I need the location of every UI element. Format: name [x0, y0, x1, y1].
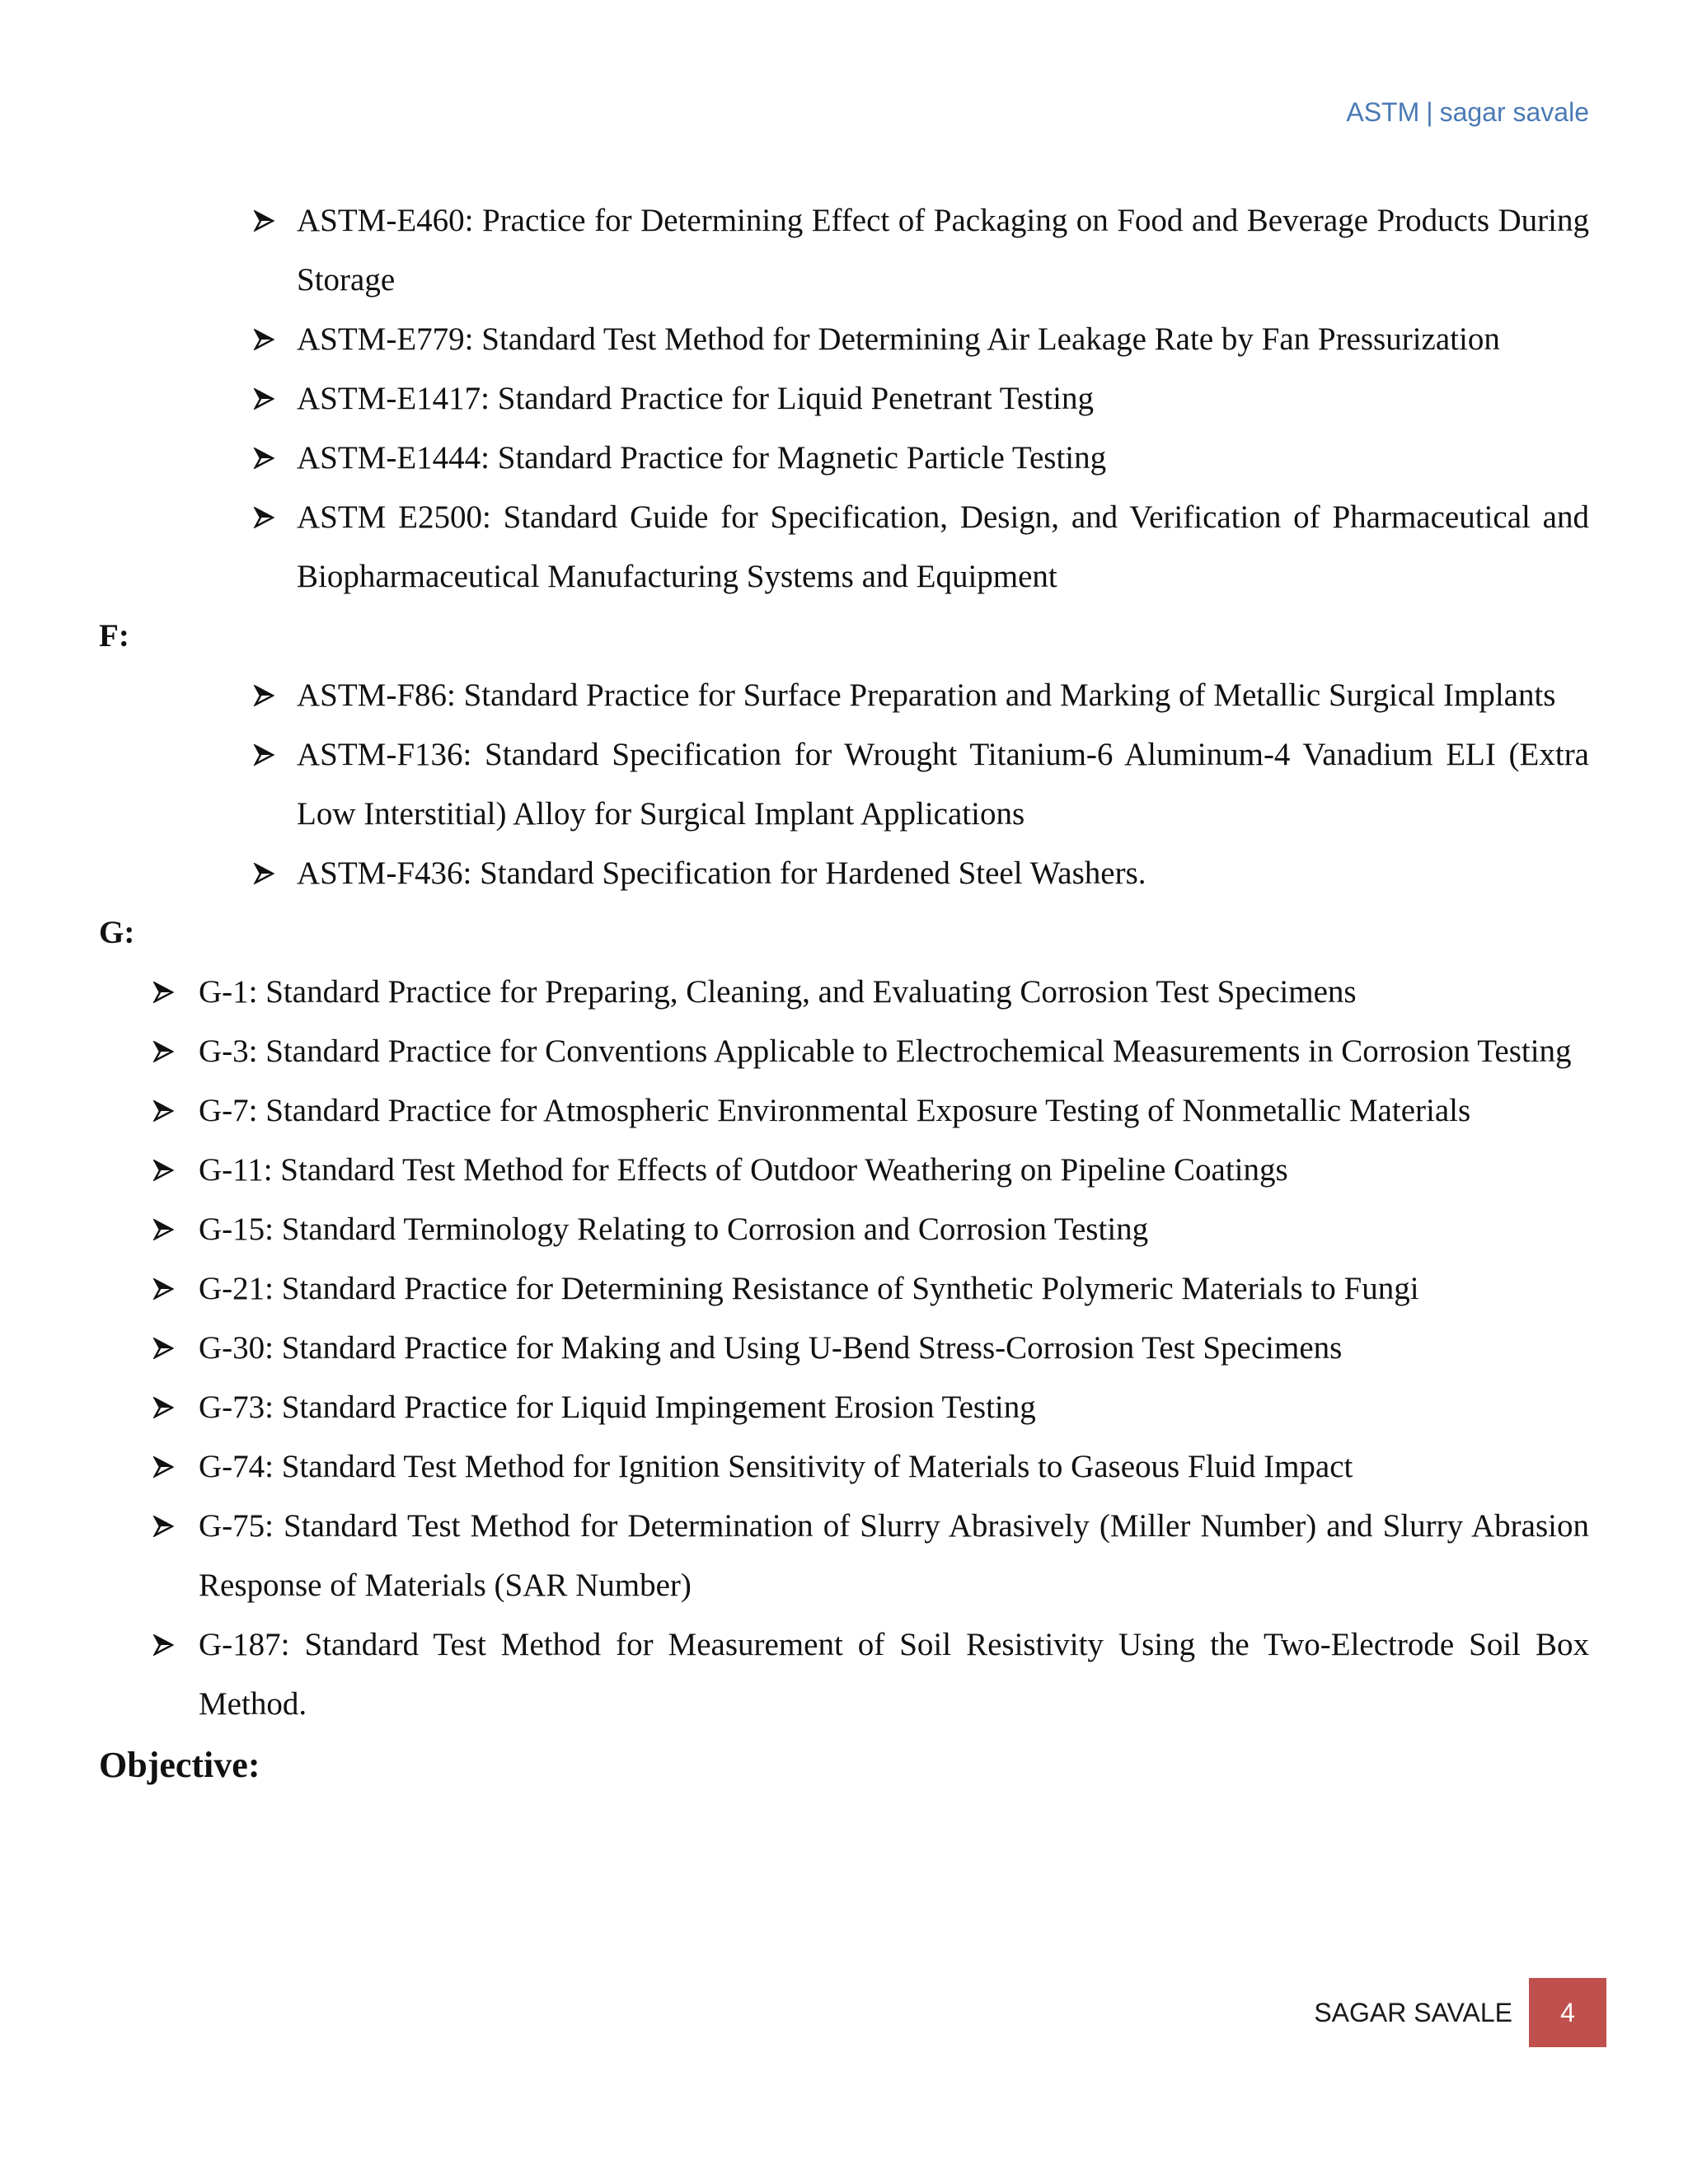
list-item-text: G-74: Standard Test Method for Ignition Sensitivity of Materials to Gaseous Fluid Impact: [199, 1449, 1353, 1484]
list-item-text: ASTM-E1417: Standard Practice for Liquid Penetrant Testing: [297, 381, 1095, 416]
arrowhead-bullet-icon: [151, 1081, 176, 1141]
list-item: [99, 310, 1589, 369]
list-item-text: G-73: Standard Practice for Liquid Impingement Erosion Testing: [199, 1390, 1036, 1425]
arrowhead-bullet-icon: [251, 369, 276, 429]
arrowhead-bullet-icon: [251, 725, 276, 785]
arrowhead-bullet-icon: [251, 191, 276, 251]
page-header: [1346, 97, 1589, 128]
arrowhead-bullet-icon: [151, 1259, 176, 1319]
section-heading-objective: Objective:: [99, 1745, 260, 1785]
list-item: [99, 1497, 1589, 1615]
list-item: [99, 1378, 1589, 1437]
header-separator: |: [1426, 97, 1433, 127]
header-title: ASTM: [1346, 97, 1420, 127]
section-heading-g: G:: [99, 915, 135, 950]
g-standards-list: [99, 963, 1589, 1734]
e-standards-list: [99, 191, 1589, 607]
arrowhead-bullet-icon: [251, 310, 276, 369]
arrowhead-bullet-icon: [251, 844, 276, 903]
arrowhead-bullet-icon: [151, 1200, 176, 1259]
list-item: [99, 1319, 1589, 1378]
list-item: [99, 1200, 1589, 1259]
list-item: [99, 725, 1589, 844]
list-item: [99, 488, 1589, 607]
page-number-badge: 4: [1529, 1978, 1606, 2047]
page-content: [99, 191, 1589, 1795]
f-standards-list: [99, 666, 1589, 903]
arrowhead-bullet-icon: [151, 963, 176, 1022]
list-item: [99, 1259, 1589, 1319]
page-footer: [0, 1978, 1688, 2047]
arrowhead-bullet-icon: [151, 1615, 176, 1675]
list-item-text: G-3: Standard Practice for Conventions Applicable to Electrochemical Measurements in Corrosion Testing: [199, 1033, 1572, 1069]
list-item: [99, 1141, 1589, 1200]
list-item: [99, 844, 1589, 903]
list-item: [99, 1437, 1589, 1497]
list-item: [99, 666, 1589, 725]
arrowhead-bullet-icon: [251, 666, 276, 725]
list-item: [99, 963, 1589, 1022]
list-item-text: ASTM E2500: Standard Guide for Specification, Design, and Verification of Pharmaceutical and Biopharmaceutical Manufacturing Systems and Equipment: [297, 499, 1589, 594]
footer-author: SAGAR SAVALE: [1314, 1998, 1512, 2027]
arrowhead-bullet-icon: [151, 1141, 176, 1200]
section-heading-f: F:: [99, 618, 129, 654]
arrowhead-bullet-icon: [151, 1319, 176, 1378]
list-item: [99, 1081, 1589, 1141]
list-item: [99, 369, 1589, 429]
list-item-text: ASTM-F436: Standard Specification for Hardened Steel Washers.: [297, 855, 1146, 891]
list-item-text: ASTM-F136: Standard Specification for Wrought Titanium-6 Aluminum-4 Vanadium ELI (Extra Low Interstitial) Alloy for Surgical Implant Applications: [297, 737, 1589, 832]
arrowhead-bullet-icon: [151, 1437, 176, 1497]
list-item-text: G-11: Standard Test Method for Effects of Outdoor Weathering on Pipeline Coatings: [199, 1152, 1288, 1188]
list-item-text: G-187: Standard Test Method for Measurement of Soil Resistivity Using the Two-Electrode Soil Box Method.: [199, 1627, 1589, 1722]
list-item-text: G-21: Standard Practice for Determining Resistance of Synthetic Polymeric Materials to Fungi: [199, 1271, 1419, 1306]
arrowhead-bullet-icon: [251, 488, 276, 547]
arrowhead-bullet-icon: [151, 1497, 176, 1556]
list-item-text: ASTM-E1444: Standard Practice for Magnetic Particle Testing: [297, 440, 1107, 476]
list-item-text: G-30: Standard Practice for Making and Using U-Bend Stress-Corrosion Test Specimens: [199, 1330, 1343, 1366]
list-item: [99, 429, 1589, 488]
arrowhead-bullet-icon: [151, 1378, 176, 1437]
list-item-text: ASTM-F86: Standard Practice for Surface Preparation and Marking of Metallic Surgical Implants: [297, 677, 1556, 713]
list-item-text: ASTM-E460: Practice for Determining Effect of Packaging on Food and Beverage Products During Storage: [297, 203, 1589, 298]
header-author: sagar savale: [1439, 97, 1589, 127]
list-item-text: G-7: Standard Practice for Atmospheric Environmental Exposure Testing of Nonmetallic Materials: [199, 1093, 1471, 1128]
list-item-text: G-1: Standard Practice for Preparing, Cleaning, and Evaluating Corrosion Test Specimens: [199, 974, 1357, 1010]
list-item: [99, 1615, 1589, 1734]
arrowhead-bullet-icon: [151, 1022, 176, 1081]
list-item: [99, 1022, 1589, 1081]
list-item-text: G-15: Standard Terminology Relating to Corrosion and Corrosion Testing: [199, 1212, 1149, 1247]
arrowhead-bullet-icon: [251, 429, 276, 488]
list-item: [99, 191, 1589, 310]
list-item-text: G-75: Standard Test Method for Determination of Slurry Abrasively (Miller Number) and Slurry Abrasion Response of Materials (SAR Number): [199, 1508, 1589, 1603]
list-item-text: ASTM-E779: Standard Test Method for Determining Air Leakage Rate by Fan Pressurization: [297, 321, 1500, 357]
